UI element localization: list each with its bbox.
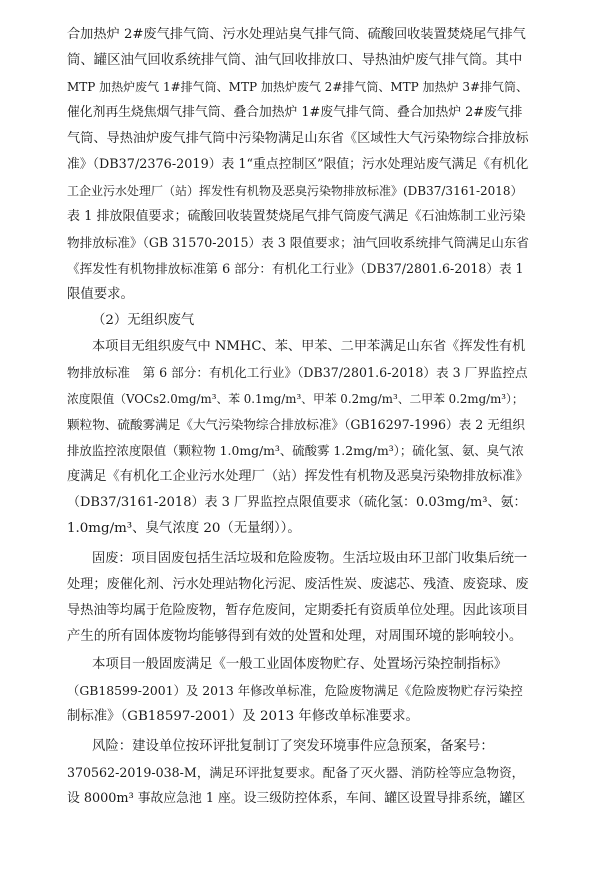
text-line: （GB18599-2001）及 2013 年修改单标准，危险废物满足《危险废物贮存污染控 [67, 683, 523, 698]
section-heading: （2）无组织废气 [92, 313, 195, 328]
text-line: 制标准》（GB18597-2001）及 2013 年修改单标准要求。 [67, 709, 419, 724]
text-line: 气筒、导热油炉废气排气筒中污染物满足山东省《区域性大气污染物综合排放标 [67, 131, 529, 146]
text-line: 风险：建设单位按环评批复制订了突发环境事件应急预案，备案号： [92, 739, 494, 754]
text-line: 物排放标准》（GB 31570-2015）表 3 限值要求；油气回收系统排气筒满足山东省 [67, 235, 530, 250]
text-line: 筒、罐区油气回收系统排气筒、油气回收排放口、导热油炉废气排气筒。其中 [67, 53, 523, 68]
text-line: 合加热炉 2#废气排气筒、污水处理站臭气排气筒、硫酸回收装置焚烧尾气排气 [67, 27, 526, 42]
text-line: 本项目无组织废气中 NMHC、苯、甲苯、二甲苯满足山东省《挥发性有机 [92, 339, 526, 354]
text-line: 准》（DB37/2376-2019）表 1“重点控制区”限值；污水处理站废气满足《有机化 [67, 157, 529, 172]
text-line: 物排放标准 第 6 部分：有机化工行业》（DB37/2801.6-2018）表 3 厂界监控点 [67, 365, 528, 380]
text-line: （DB37/3161-2018）表 3 厂界监控点限值要求（硫化氢：0.03mg/m³、氨： [67, 495, 527, 510]
text-line: 1.0mg/m³、臭气浓度 20（无量纲））。 [67, 521, 301, 536]
text-line: 导热油等均属于危险废物，暂存危废间，定期委托有资质单位处理。因此该项目 [67, 603, 529, 618]
text-line: 限值要求。 [67, 287, 134, 302]
text-line: 处理；废催化剂、污水处理站物化污泥、废活性炭、废滤芯、残渣、废瓷球、废 [67, 577, 529, 592]
text-line: 固废：项目固废包括生活垃圾和危险废物。生活垃圾由环卫部门收集后统一 [92, 551, 528, 566]
text-line: 产生的所有固体废物均能够得到有效的处置和处理，对周围环境的影响较小。 [67, 629, 523, 644]
text-line: 工企业污水处理厂（站）挥发性有机物及恶臭污染物排放标准》(DB37/3161-2018） [67, 184, 523, 198]
text-line: 本项目一般固废满足《一般工业固体废物贮存、处置场污染控制指标》 [92, 657, 508, 672]
text-line: 表 1 排放限值要求；硫酸回收装置焚烧尾气排气筒废气满足《石油炼制工业污染 [67, 209, 526, 224]
text-line: 催化剂再生烧焦烟气排气筒、叠合加热炉 1#废气排气筒、叠合加热炉 2#废气排 [67, 105, 523, 120]
text-line: 设 8000m³ 事故应急池 1 座。设三级防控体系，车间、罐区设置导排系统，罐区 [67, 791, 526, 806]
text-line: 370562-2019-038-M，满足环评批复要求。配备了灭火器、消防栓等应急物资， [67, 765, 525, 780]
text-line: 颗粒物、硫酸雾满足《大气污染物综合排放标准》（GB16297-1996）表 2 无组织 [67, 417, 526, 432]
text-line: 《挥发性有机物排放标准第 6 部分：有机化工行业》（DB37/2801.6-2018）表 1 [67, 261, 524, 276]
text-line: 浓度限值（VOCs2.0mg/m³、苯 0.1mg/m³、甲苯 0.2mg/m³、二甲苯 0.2mg/m³）； [67, 392, 524, 406]
text-line: 排放监控浓度限值（颗粒物 1.0mg/m³、硫酸雾 1.2mg/m³）；硫化氢、氨、臭气浓 [67, 443, 524, 458]
text-line: 度满足《有机化工企业污水处理厂（站）挥发性有机物及恶臭污染物排放标准》 [67, 469, 529, 484]
text-line: MTP 加热炉废气 1#排气筒、MTP 加热炉废气 2#排气筒、MTP 加热炉 3#排气筒、 [67, 80, 529, 94]
